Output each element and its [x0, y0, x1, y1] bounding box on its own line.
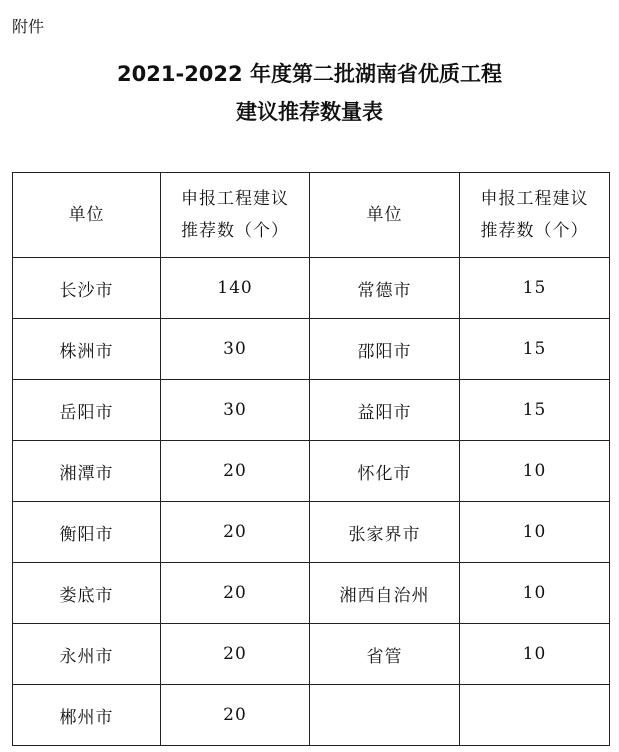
unit-cell: 株洲市: [13, 319, 161, 380]
header-count-right-line1: 申报工程建议: [480, 189, 589, 209]
table-header-row: [13, 173, 610, 258]
count-cell: 20: [161, 441, 310, 502]
table-row: [13, 441, 610, 502]
header-unit-right: 单位: [310, 173, 460, 258]
count-cell: [460, 685, 610, 746]
count-cell: 15: [460, 319, 610, 380]
count-cell: 140: [161, 258, 310, 319]
count-cell: 20: [161, 563, 310, 624]
unit-cell: 岳阳市: [13, 380, 161, 441]
count-cell: 30: [161, 380, 310, 441]
unit-cell: 衡阳市: [13, 502, 161, 563]
header-count-right-line2: 推荐数（个）: [480, 221, 589, 241]
table-row: [13, 380, 610, 441]
count-cell: 15: [460, 258, 610, 319]
header-count-left: [161, 173, 310, 258]
table-row: [13, 563, 610, 624]
unit-cell: 湘潭市: [13, 441, 161, 502]
table-row: [13, 502, 610, 563]
unit-cell: 永州市: [13, 624, 161, 685]
unit-cell: 怀化市: [310, 441, 460, 502]
attachment-label: 附件: [12, 17, 45, 36]
count-cell: 30: [161, 319, 310, 380]
unit-cell: 张家界市: [310, 502, 460, 563]
header-count-right: [460, 173, 610, 258]
count-cell: 10: [460, 441, 610, 502]
count-cell: 10: [460, 624, 610, 685]
document-title-line2: 建议推荐数量表: [236, 100, 383, 124]
count-cell: 20: [161, 502, 310, 563]
table-row: [13, 624, 610, 685]
recommendation-table: [12, 172, 610, 746]
unit-cell: 邵阳市: [310, 319, 460, 380]
count-cell: 15: [460, 380, 610, 441]
count-cell: 10: [460, 563, 610, 624]
table-row: [13, 319, 610, 380]
unit-cell: 郴州市: [13, 685, 161, 746]
unit-cell: 娄底市: [13, 563, 161, 624]
count-cell: 20: [161, 685, 310, 746]
unit-cell: 益阳市: [310, 380, 460, 441]
unit-cell: 湘西自治州: [310, 563, 460, 624]
count-cell: 20: [161, 624, 310, 685]
header-count-left-line2: 推荐数（个）: [181, 221, 289, 241]
unit-cell: [310, 685, 460, 746]
table-row: [13, 685, 610, 746]
header-count-left-line1: 申报工程建议: [181, 189, 289, 209]
unit-cell: 常德市: [310, 258, 460, 319]
table-row: [13, 258, 610, 319]
unit-cell: 长沙市: [13, 258, 161, 319]
count-cell: 10: [460, 502, 610, 563]
header-unit-left: 单位: [13, 173, 161, 258]
unit-cell: 省管: [310, 624, 460, 685]
document-title-line1: 2021-2022 年度第二批湖南省优质工程: [117, 62, 502, 86]
